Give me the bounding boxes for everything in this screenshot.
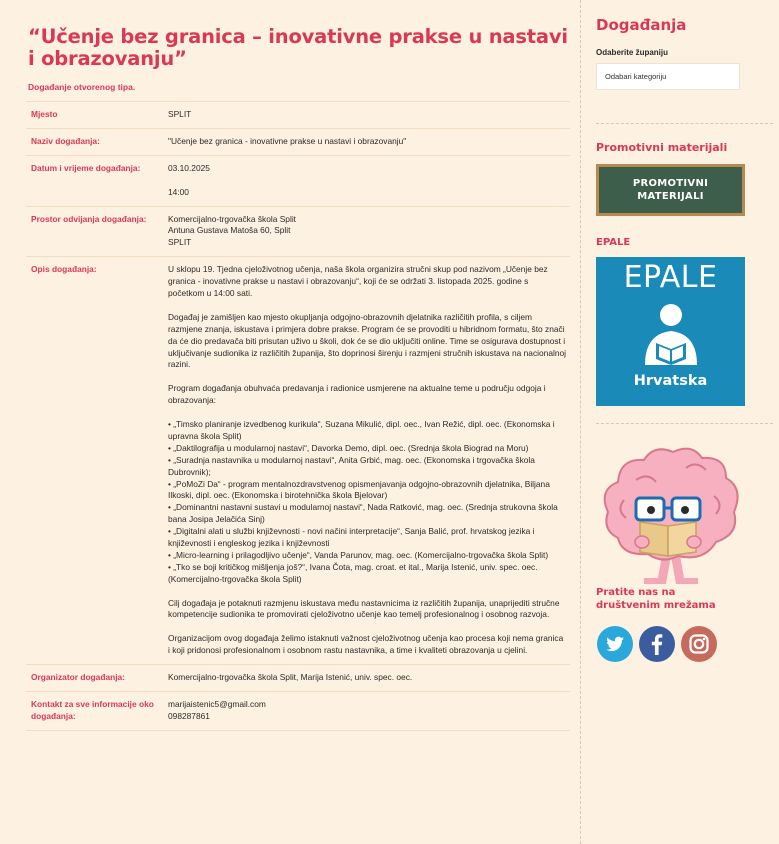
epale-banner[interactable] (596, 257, 745, 406)
row-contact (26, 691, 570, 730)
sidebar-events-title: Događanja (596, 16, 687, 34)
row-organizer (26, 665, 570, 692)
venue-line: Antuna Gustava Matoša 60, Split (168, 225, 291, 236)
county-select-placeholder: Odabari kategoriju (605, 72, 667, 81)
divider (596, 123, 773, 124)
description-paragraph: Program događanja obuhvaća predavanja i radionice usmjerene na aktualne teme u području odgoja i obrazovanja: (168, 383, 546, 406)
description-value (163, 257, 570, 665)
contact-email: marijaistenic5@gmail.com (168, 698, 266, 709)
program-item: • „Suradnja nastavnika u modularnoj nastavi“, Anita Grbić, mag. oec. (Ekonomska i trgovačka škola Dubrovnik); (168, 454, 535, 477)
field-label: Naziv događanja: (26, 128, 163, 155)
promo-title: Promotivni materijali (596, 141, 728, 154)
description-paragraph: U sklopu 19. Tjedna cjeloživotnog učenja, naša škola organizira stručni skup pod nazivom „Učenje bez granica - inovativne prakse u nastavi i obrazovanju“, koji će se održati 3. listopada 2025. godine s početkom u 14:00 sati. (168, 264, 548, 299)
promo-materials-button[interactable] (596, 164, 745, 216)
county-label: Odaberite županiju (596, 48, 669, 57)
promo-button-line: PROMOTIVNI (632, 178, 709, 189)
row-description (26, 257, 570, 665)
row-datetime (26, 155, 570, 206)
epale-banner-sub: Hrvatska (633, 373, 708, 389)
page-title: “Učenje bez granica – inovativne prakse u nastavi i obrazovanju” (28, 25, 568, 70)
social-links (597, 626, 779, 662)
description-paragraph: Događaj je zamišljen kao mjesto okupljanja odgojno-obrazovnih djelatnika različitih profila, s ciljem razmjene znanja, iskustava i primjera dobre prakse. Program će se provoditi u hibridnom formatu, što znači da će dio predavača biti prisutan uživo u školi, dok će se dio uključiti online. Time se osigurava dostupnost i uključivanje sudionika iz različitih županija, što doprinosi širenju i razmjeni stručnih iskustava na nacionalnoj razini. (168, 311, 567, 370)
program-item: • „Digitalni alati u službi književnosti - novi načini interpretacije“, Sanja Balić, prof. hrvatskog jezika i književnosti i engleskog jezika i književnosti (168, 526, 535, 549)
program-item: • „Tko se boji kritičkog mišljenja još?“, Ivana Čota, mag. croat. et ital., Marija Istenić, univ. spec. oec. (Komercijalno-trgovačka škola Split) (168, 561, 538, 584)
event-type-note: Događanje otvorenog tipa. (28, 82, 136, 92)
event-time: 14:00 (168, 186, 189, 197)
field-label: Prostor odvijanja događanja: (26, 206, 163, 257)
epale-banner-word: EPALE (623, 260, 718, 295)
description-paragraph: Cilj događaja je potaknuti razmjenu iskustava među nastavnicima iz različitih županija, unaprijediti stručne kompetencije sudionika te promovirati cjeloživotno učenje kao temelj profesionalnog i osobnog razvoja. (168, 597, 560, 620)
program-item: • „PoMoZi Da“ - program mentalnozdravstvenog opismenjavanja odgojno-obrazovnih djelatnika, Biljana Ilkoski, dipl. oec. (Ekonomska i birotehnička škola Bjelovar) (168, 478, 550, 501)
county-select[interactable] (596, 63, 740, 90)
field-label: Organizator događanja: (26, 665, 163, 692)
facebook-icon[interactable] (639, 626, 675, 662)
venue-line: SPLIT (168, 237, 192, 248)
row-event-name (26, 128, 570, 155)
field-label: Datum i vrijeme događanja: (26, 155, 163, 206)
program-item: • „Dominantni nastavni sustavi u modularnoj nastavi“, Nada Ratković, mag. oec. (Srednja strukovna škola bana Josipa Jelačića Sinj) (168, 502, 558, 525)
field-label: Kontakt za sve informacije oko događanja: (26, 691, 163, 730)
instagram-icon[interactable] (681, 626, 717, 662)
row-venue (26, 206, 570, 257)
social-title: Pratite nas na društvenim mrežama (596, 587, 716, 611)
program-item: • „Micro-learning i prilagodljivo učenje“, Vanda Parunov, mag. oec. (Komercijalno-trgovačka škola Split) (168, 549, 549, 560)
promo-button-line: MATERIJALI (637, 191, 704, 202)
location-value: SPLIT (163, 102, 570, 129)
row-location (26, 102, 570, 129)
twitter-icon[interactable] (597, 626, 633, 662)
brain-mascot-icon (596, 438, 746, 588)
program-item: • „Timsko planiranje izvedbenog kurikula“, Suzana Mikulić, dipl. oec., Ivan Režić, dipl. oec. (Ekonomska i upravna škola Split) (168, 418, 555, 441)
event-details-table (26, 101, 570, 731)
field-label: Mjesto (26, 102, 163, 129)
contact-phone: 098287861 (168, 710, 210, 721)
divider (596, 423, 773, 424)
venue-line: Komercijalno-trgovačka škola Split (168, 213, 297, 224)
description-paragraph: Organizacijom ovog događaja želimo istaknuti važnost cjeloživotnog učenja kao procesa koji nema granica i koji pridonosi profesionalnom i osobnom rastu nastavnika, a time i kvaliteti obrazovanja u cjelini. (168, 633, 564, 656)
epale-title: EPALE (596, 237, 631, 248)
event-date: 03.10.2025 (168, 162, 210, 173)
organizer-value: Komercijalno-trgovačka škola Split, Marija Istenić, univ. spec. oec. (163, 665, 570, 692)
field-label: Opis događanja: (26, 257, 163, 665)
event-name-value: "Učenje bez granica - inovativne prakse u nastavi i obrazovanju" (163, 128, 570, 155)
program-item: • „Daktilografija u modularnoj nastavi“, Davorka Demo, dipl. oec. (Srednja škola Biograd na Moru) (168, 442, 529, 453)
sidebar (580, 0, 779, 844)
